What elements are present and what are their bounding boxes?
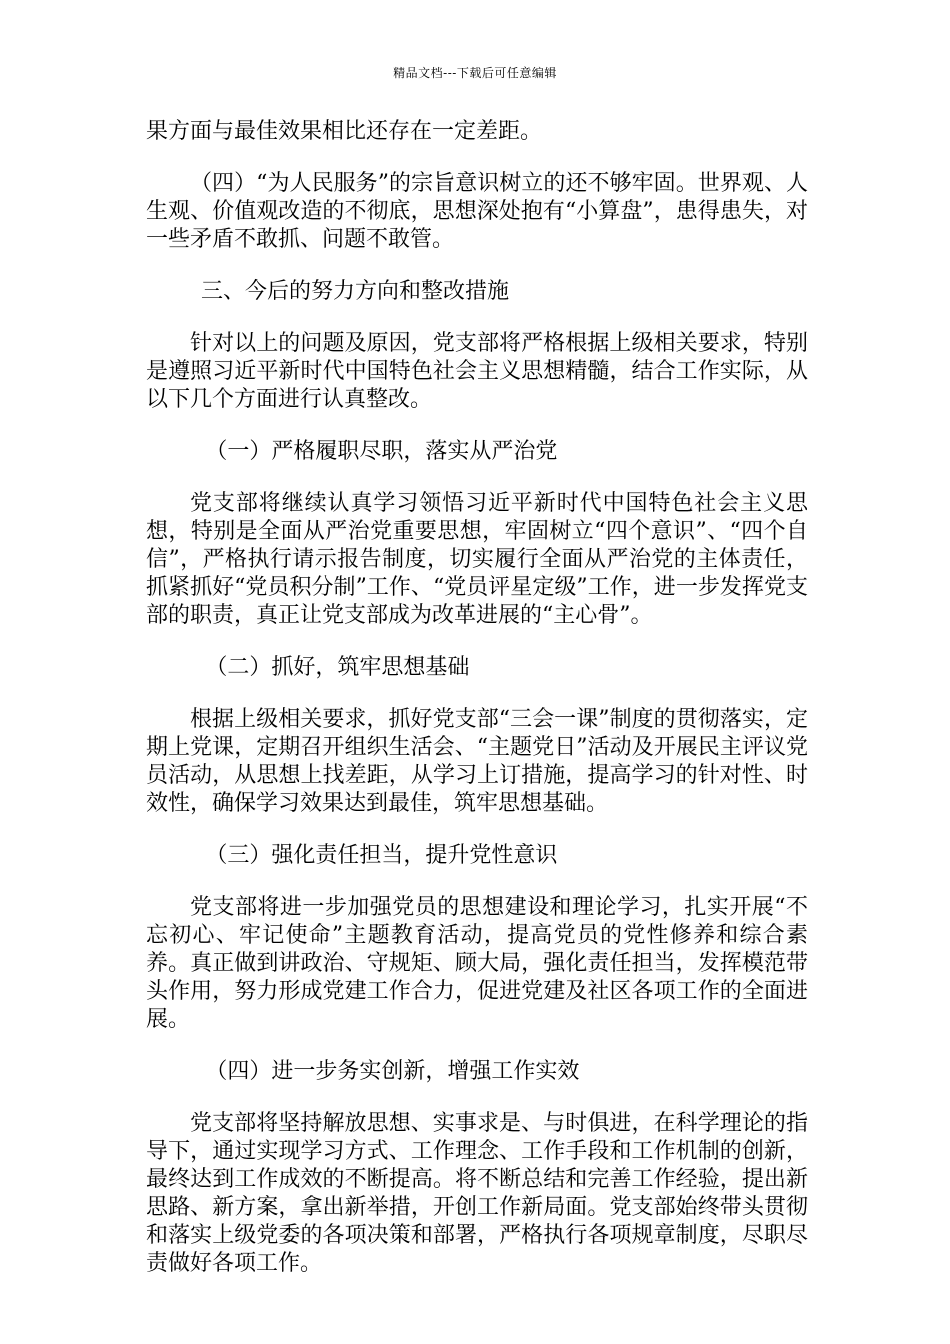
paragraph-measure-two: 根据上级相关要求，抓好党支部“三会一课”制度的贯彻落实，定期上党课，定期召开组织生活会、“主题党日”活动及开展民主评议党员活动，从思想上找差距，从学习上订措施，提高学习的针对性、时效性，确保学习效果达到最佳，筑牢思想基础。	[146, 707, 808, 816]
section-heading-three: 三、今后的努力方向和整改措施	[201, 279, 510, 304]
subheading-two: （二）抓好，筑牢思想基础	[205, 655, 470, 680]
document-body	[146, 118, 808, 1302]
paragraph-measure-three: 党支部将进一步加强党员的思想建设和理论学习，扎实开展“不忘初心、牢记使命”主题教育活动，提高党员的党性修养和综合素养。真正做到讲政治、守规矩、顾大局，强化责任担当，发挥模范带头作用，努力形成党建工作合力，促进党建及社区各项工作的全面进展。	[146, 895, 808, 1032]
subheading-three: （三）强化责任担当，提升党性意识	[205, 843, 558, 868]
subheading-four: （四）进一步务实创新，增强工作实效	[205, 1059, 580, 1084]
paragraph-intro-measures: 针对以上的问题及原因，党支部将严格根据上级相关要求，特别是遵照习近平新时代中国特色社会主义思想精髓，结合工作实际，从以下几个方面进行认真整改。	[146, 331, 808, 412]
paragraph-measure-four: 党支部将坚持解放思想、实事求是、与时俱进，在科学理论的指导下，通过实现学习方式、工作理念、工作手段和工作机制的创新，最终达到工作成效的不断提高。将不断总结和完善工作经验，提出新思路、新方案，拿出新举措，开创工作新局面。党支部始终带头贯彻和落实上级党委的各项决策和部署，严格执行各项规章制度，尽职尽责做好各项工作。	[146, 1111, 808, 1276]
paragraph-measure-one: 党支部将继续认真学习领悟习近平新时代中国特色社会主义思想，特别是全面从严治党重要思想，牢固树立“四个意识”、“四个自信”，严格执行请示报告制度，切实履行全面从严治党的主体责任，抓紧抓好“党员积分制”工作、“党员评星定级”工作，进一步发挥党支部的职责，真正让党支部成为改革进展的“主心骨”。	[146, 491, 808, 628]
paragraph-continuation: 果方面与最佳效果相比还存在一定差距。	[146, 119, 543, 144]
page-header: 精品文档---下载后可任意编辑	[393, 66, 557, 80]
paragraph-issue-four: （四）“为人民服务”的宗旨意识树立的还不够牢固。世界观、人生观、价值观改造的不彻底，思想深处抱有“小算盘”，患得患失，对一些矛盾不敢抓、问题不敢管。	[146, 171, 808, 252]
subheading-one: （一）严格履职尽职，落实从严治党	[205, 439, 558, 464]
